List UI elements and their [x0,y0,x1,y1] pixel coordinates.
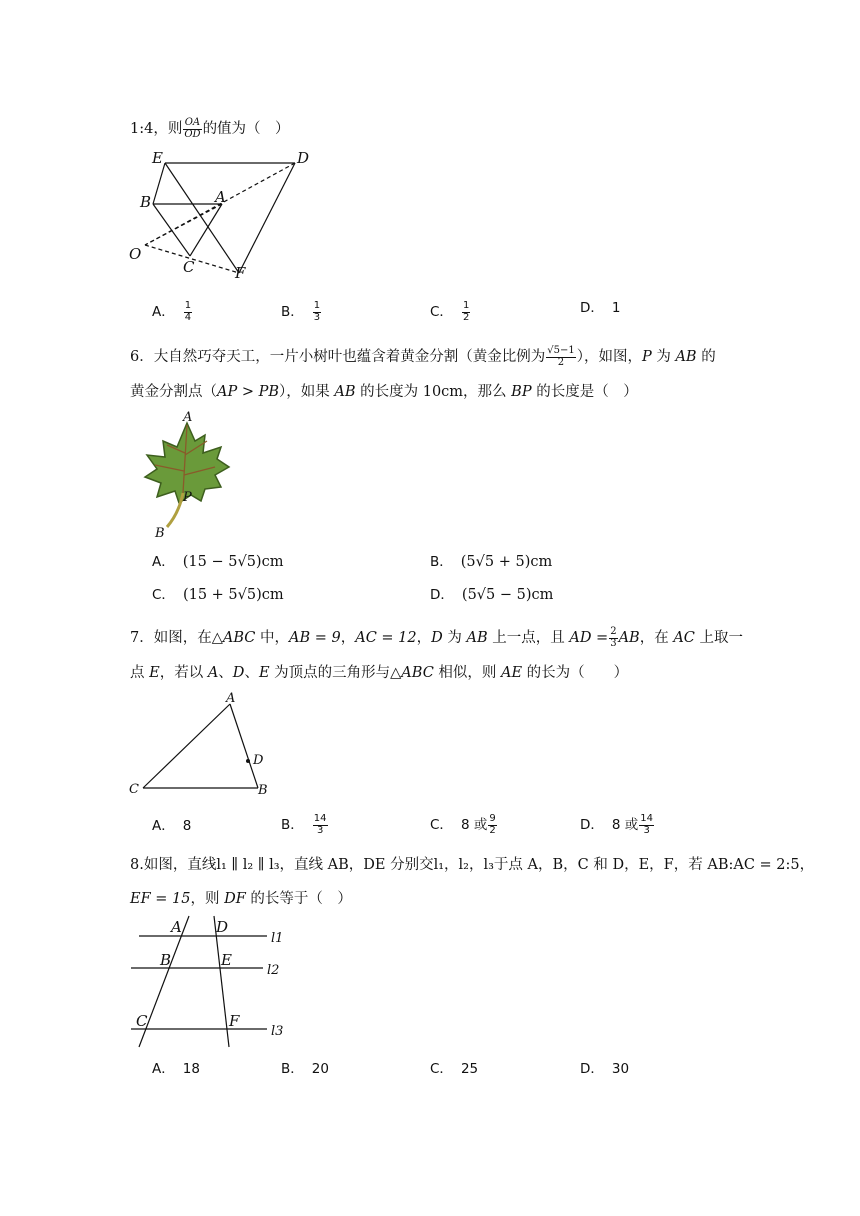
q8-label-C: C [136,1012,148,1030]
q8-label-l1: l1 [271,931,284,946]
q8-label-A: A [171,918,182,936]
q8-option-c[interactable]: C． 25 [430,1061,479,1077]
q6-option-c[interactable]: C． (15 + 5√5)cm [152,587,284,603]
q5-option-b[interactable]: B． $\frac{1}{3}$ [281,300,321,323]
q7-option-a[interactable]: A． 8 [152,818,192,834]
q8-option-b[interactable]: B． 20 [281,1061,329,1077]
q7-option-c[interactable]: C． 8 或 $\frac{9}{2}$ [430,813,496,836]
q7-label-C: C [129,782,139,797]
q5-option-c[interactable]: C． $\frac{1}{2}$ [430,300,470,323]
q6-option-d[interactable]: D． (5√5 − 5)cm [430,587,554,603]
q7-option-b[interactable]: B． $\frac{14}{3}$ [281,813,327,836]
q6-label-B: B [155,526,165,541]
q7-stem-line1: 7．如图，在△ABC 中，AB = 9，AC = 12，D 为 AB 上一点，且 AD = $\frac{2}{3}$ AB，在 AC 上取一 [130,626,744,649]
q5-label-B: B [140,193,152,211]
q7-stem-line2: 点 E，若以 A、D、E 为顶点的三角形与△ABC 相似，则 AE 的长为（ ） [130,665,629,681]
q6-leaf-figure [135,405,245,545]
q8-label-l3: l3 [271,1024,284,1039]
q7-point-D [246,759,250,763]
q5-label-E: E [152,149,163,167]
q7-label-A: A [226,691,236,706]
q6-label-P: P [183,490,192,505]
q8-option-d[interactable]: D． 30 [580,1061,630,1077]
q6-stem-line2: 黄金分割点（AP > PB），如果 AB 的长度为 10cm，那么 BP 的长度是（ ） [130,384,638,400]
q8-stem-line1: 8.如图，直线l₁ ∥ l₂ ∥ l₃，直线 AB，DE 分别交l₁，l₂，l₃于点 A，B，C 和 D，E，F，若 AB:AC = 2:5， [130,857,815,873]
q8-label-B: B [160,951,172,969]
q5-label-F: F [235,264,246,282]
q6-label-A: A [183,410,193,425]
q8-option-a[interactable]: A． 18 [152,1061,200,1077]
q7-triangle-figure [125,688,275,803]
q7-option-d[interactable]: D． 8 或 $\frac{14}{3}$ [580,813,654,836]
q5-label-D: D [297,149,310,167]
q5-label-A: A [215,188,226,206]
q5-option-d[interactable]: D． 1 [580,300,621,316]
q5-option-a[interactable]: A． $\frac{1}{4}$ [152,300,192,323]
q8-label-F: F [229,1012,240,1030]
q8-label-E: E [221,951,232,969]
q7-label-D: D [253,753,264,768]
q8-stem-line2: EF = 15，则 DF 的长等于（ ） [130,891,352,907]
q6-option-a[interactable]: A． (15 − 5√5)cm [152,554,284,570]
q5-label-O: O [129,245,142,263]
q5-figure [125,145,325,285]
q6-option-b[interactable]: B． (5√5 + 5)cm [430,554,553,570]
q6-stem-line1: 6．大自然巧夺天工，一片小树叶也蕴含着黄金分割（黄金比例为 $\frac{√5-1}{2}$ ），如图，P 为 AB 的 [130,345,716,368]
q7-label-B: B [258,783,268,798]
q5-fraction: $\frac{OA}{OD}$ [184,117,201,140]
q5-label-C: C [183,258,195,276]
q8-label-D: D [216,918,229,936]
q8-parallel-lines-figure [125,912,305,1052]
q8-label-l2: l2 [267,963,280,978]
q5-stem: 1:4，则 $\frac{OA}{OD}$ 的值为（ ） [130,117,290,140]
